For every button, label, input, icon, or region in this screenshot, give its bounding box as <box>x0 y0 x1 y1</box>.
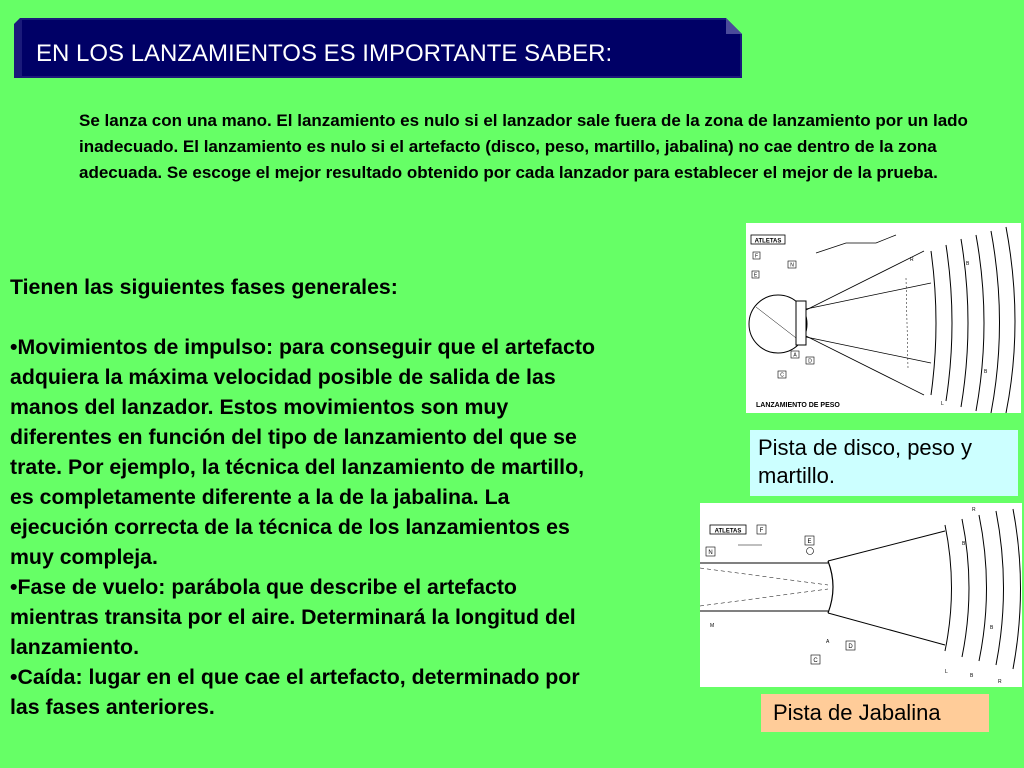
letter-label: B <box>970 673 974 679</box>
stop-board <box>796 301 806 345</box>
bullet-line: •Movimientos de impulso: para conseguir que el artefacto <box>10 335 595 359</box>
letter-label: E <box>807 539 812 545</box>
athletes-label: ATLETAS <box>754 238 782 245</box>
phases-heading: Tienen las siguientes fases generales: <box>10 275 398 299</box>
foul-arc <box>828 561 833 613</box>
letter-label: C <box>813 658 818 664</box>
letter-label: B <box>990 625 994 631</box>
letter-label: R <box>972 507 976 513</box>
letter-label: C <box>780 372 784 379</box>
figure-disco-peso-martillo <box>746 223 1021 413</box>
bullet-line: las fases anteriores. <box>10 695 215 719</box>
letter-label: D <box>808 358 812 365</box>
bullet-vuelo <box>10 572 738 662</box>
bullet-line: •Fase de vuelo: parábola que describe el artefacto <box>10 575 517 599</box>
title-banner <box>14 18 742 78</box>
figure-bottom-label: LANZAMIENTO DE PESO <box>756 402 840 409</box>
bullet-caida <box>10 662 738 722</box>
letter-label: R <box>998 679 1002 685</box>
figure-jabalina <box>700 503 1022 687</box>
bullet-line: trate. Por ejemplo, la técnica del lanzamiento de martillo, <box>10 455 584 479</box>
athletes-label: ATLETAS <box>714 528 742 535</box>
letter-label: B <box>966 261 970 267</box>
main-content <box>10 272 738 722</box>
bullet-line: ejecución correcta de la técnica de los lanzamientos es <box>10 515 570 539</box>
letter-label: F <box>754 253 759 260</box>
letter-label: M <box>710 623 715 629</box>
bullet-line: muy compleja. <box>10 545 158 569</box>
letter-label: F <box>759 528 764 534</box>
caption-jabalina: Pista de Jabalina <box>761 694 989 732</box>
bullet-line: es completamente diferente a la de la jabalina. La <box>10 485 510 509</box>
spacer <box>10 302 738 332</box>
field-diagram-disco <box>746 223 1021 413</box>
letter-label: B <box>984 369 988 375</box>
letter-label: E <box>753 272 758 279</box>
bullet-line: mientras transita por el aire. Determinará la longitud del <box>10 605 576 629</box>
letter-label: D <box>848 644 853 650</box>
intro-text: Se lanza con una mano. El lanzamiento es nulo si el lanzador sale fuera de la zona de lanzamiento por un lado inadecuado. El lanzamiento es nulo si el artefacto (disco, peso, martillo, jabalina) no cae dentro de la zona adecuada. Se escoge el mejor resultado obtenido por cada lanzador para establecer el mejor de la prueba. <box>79 111 968 182</box>
intro-paragraph <box>79 108 984 186</box>
letter-label: A <box>793 352 797 359</box>
letter-label: N <box>790 262 794 269</box>
field-diagram-jabalina <box>700 503 1022 687</box>
letter-label: N <box>708 550 713 556</box>
page-title: EN LOS LANZAMIENTOS ES IMPORTANTE SABER: <box>36 40 613 67</box>
letter-label: L <box>941 401 944 407</box>
caption-disco: Pista de disco, peso y martillo. <box>750 430 1018 496</box>
bullet-line: adquiera la máxima velocidad posible de salida de las <box>10 365 556 389</box>
bullet-impulso <box>10 332 738 572</box>
bullet-line: lanzamiento. <box>10 635 139 659</box>
bullet-line: •Caída: lugar en el que cae el artefacto, determinado por <box>10 665 580 689</box>
bullet-line: manos del lanzador. Estos movimientos son muy <box>10 395 509 419</box>
bullet-line: diferentes en función del tipo de lanzamiento del que se <box>10 425 577 449</box>
letter-label: A <box>826 639 830 645</box>
letter-label: L <box>945 669 948 675</box>
letter-label: B <box>962 541 966 547</box>
letter-label: R <box>910 257 914 263</box>
